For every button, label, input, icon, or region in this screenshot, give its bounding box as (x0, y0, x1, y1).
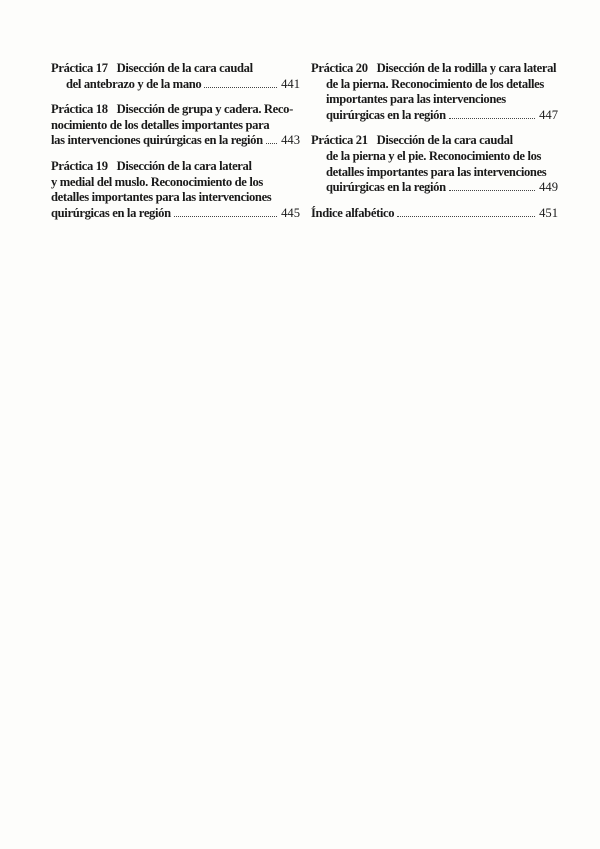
entry-title-line: Índice alfabético (311, 205, 395, 220)
toc-entry-indice-alfabetico[interactable] (311, 206, 558, 222)
entry-title-line: de la pierna. Reconocimiento de los detalles (326, 76, 544, 91)
entry-number: Práctica 19 (51, 158, 108, 173)
toc-column-left (51, 61, 300, 221)
entry-number: Práctica 18 (51, 102, 108, 117)
entry-title-line: quirúrgicas en la región (326, 107, 446, 122)
entry-title-line: quirúrgicas en la región (51, 205, 171, 220)
entry-title-line: y medial del muslo. Reconocimiento de los (51, 174, 263, 189)
entry-page-number: 451 (539, 205, 558, 220)
entry-page-number: 445 (281, 205, 300, 220)
dot-leader (397, 216, 535, 217)
entry-title-line: Disección de grupa y cadera. Reco- (116, 102, 293, 117)
entry-title-line: Disección de la cara caudal (376, 133, 513, 148)
toc-column-right (311, 61, 558, 221)
entry-title-line: detalles importantes para las intervenciones (326, 164, 547, 179)
entry-page-number: 447 (539, 107, 558, 122)
toc-entry-practica-17[interactable] (51, 61, 300, 92)
entry-title-line: quirúrgicas en la región (326, 180, 446, 195)
dot-leader (266, 143, 277, 144)
dot-leader (204, 87, 277, 88)
entry-title-line: nocimiento de los detalles importantes para (51, 117, 270, 132)
entry-title-line: importantes para las intervenciones (326, 92, 506, 107)
entry-page-number: 443 (281, 133, 300, 148)
toc-entry-practica-21[interactable] (311, 133, 558, 195)
toc-entry-practica-19[interactable] (51, 159, 300, 221)
toc-entry-practica-18[interactable] (51, 102, 300, 149)
entry-number: Práctica 21 (311, 133, 368, 148)
entry-title-line: Disección de la cara lateral (116, 158, 252, 173)
entry-page-number: 449 (539, 180, 558, 195)
entry-title-line: Disección de la rodilla y cara lateral (376, 61, 557, 75)
toc-entry-practica-20[interactable] (311, 61, 558, 123)
entry-title-line: Disección de la cara caudal (116, 61, 253, 75)
entry-number: Práctica 17 (51, 61, 108, 75)
entry-title-line: del antebrazo y de la mano (66, 76, 202, 91)
entry-number: Práctica 20 (311, 61, 368, 75)
entry-title-line: de la pierna y el pie. Reconocimiento de los (326, 148, 542, 163)
entry-title-line: las intervenciones quirúrgicas en la región (51, 133, 263, 148)
dot-leader (449, 190, 535, 191)
dot-leader (174, 216, 277, 217)
entry-title-line: detalles importantes para las intervenciones (51, 190, 272, 205)
dot-leader (449, 118, 535, 119)
entry-page-number: 441 (281, 76, 300, 91)
